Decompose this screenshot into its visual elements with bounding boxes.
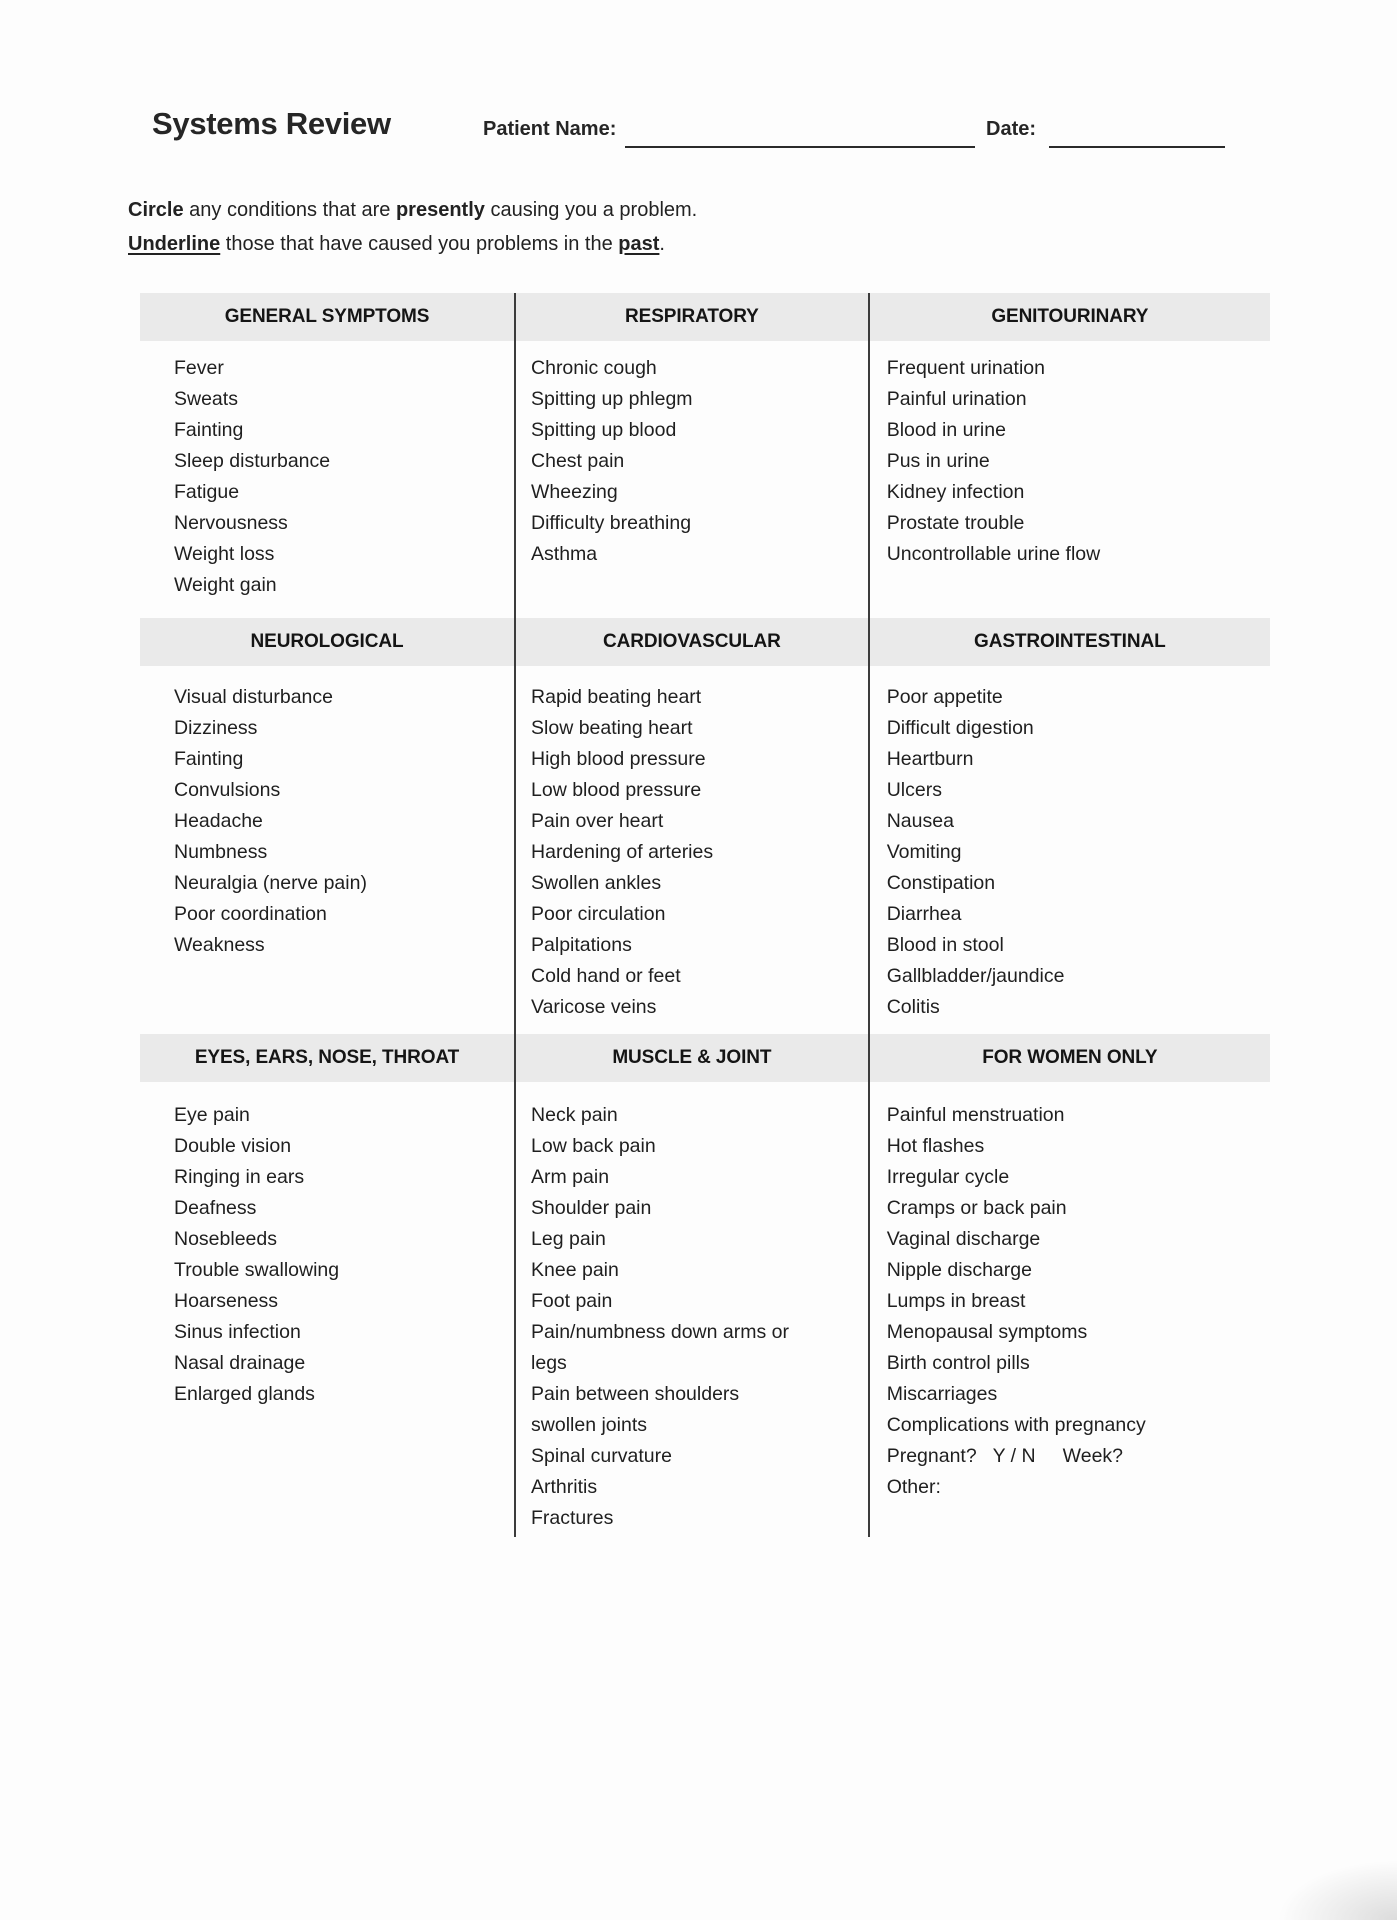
symptom-item: Other:: [886, 1476, 941, 1498]
section-title: MUSCLE & JOINT: [612, 1047, 772, 1068]
symptom-item: Wheezing: [531, 481, 618, 503]
symptom-item: swollen joints: [531, 1414, 647, 1436]
symptom-item: Complications with pregnancy: [886, 1414, 1146, 1436]
symptom-list-for-women-only: [868, 1082, 1270, 1537]
instruction-text: causing you a problem.: [484, 199, 698, 221]
symptom-item: Eye pain: [174, 1104, 250, 1126]
symptom-item: Sleep disturbance: [174, 450, 331, 472]
symptom-item: Fainting: [174, 748, 244, 770]
symptom-item: Convulsions: [174, 779, 281, 801]
symptom-item: Ringing in ears: [174, 1166, 305, 1188]
symptom-item: Enlarged glands: [174, 1383, 315, 1405]
section-title: EYES, EARS, NOSE, THROAT: [194, 1047, 460, 1068]
section-header-for-women-only: [868, 1034, 1270, 1082]
instruction-text: .: [659, 233, 665, 255]
symptom-item: Shoulder pain: [531, 1197, 652, 1219]
symptom-item: Miscarriages: [886, 1383, 998, 1405]
symptom-item: Cold hand or feet: [531, 965, 681, 987]
symptom-item: Heartburn: [886, 748, 974, 770]
symptom-item: Difficult digestion: [886, 717, 1034, 739]
symptom-item: Nervousness: [174, 512, 288, 534]
symptom-item: Sweats: [174, 388, 238, 410]
symptom-item: Swollen ankles: [531, 872, 662, 894]
symptom-item: Irregular cycle: [886, 1166, 1010, 1188]
symptom-item: Numbness: [174, 841, 268, 863]
form-header: [0, 0, 1397, 180]
symptom-item: Pus in urine: [886, 450, 990, 472]
symptom-item: Chest pain: [531, 450, 625, 472]
date-label: Date:: [986, 118, 1037, 140]
symptom-item: Neck pain: [531, 1104, 618, 1126]
symptom-item: High blood pressure: [531, 748, 706, 770]
symptom-item: Hoarseness: [174, 1290, 279, 1312]
symptom-item: Menopausal symptoms: [886, 1321, 1088, 1343]
symptom-item: Deafness: [174, 1197, 257, 1219]
presently-keyword: presently: [395, 199, 485, 221]
symptom-item: Pain between shoulders: [531, 1383, 740, 1405]
symptom-item: Knee pain: [531, 1259, 619, 1281]
circle-keyword: Circle: [128, 199, 184, 221]
systems-review-table: [140, 293, 1270, 1537]
symptom-item: Pain/numbness down arms or legs: [531, 1321, 795, 1374]
symptom-item: Spitting up phlegm: [531, 388, 693, 410]
symptom-item: Colitis: [886, 996, 940, 1018]
symptom-item: Lumps in breast: [886, 1290, 1026, 1312]
symptom-item: Foot pain: [531, 1290, 613, 1312]
symptom-list-general-symptoms: [140, 341, 514, 618]
symptom-item: Visual disturbance: [174, 686, 333, 708]
symptom-item: Poor circulation: [531, 903, 666, 925]
symptom-list-respiratory: [514, 341, 868, 618]
symptom-item: Sinus infection: [174, 1321, 301, 1343]
section-header-eyes-ears-nose-throat: [140, 1034, 514, 1082]
symptom-item: Fractures: [531, 1507, 614, 1529]
symptom-item: Poor coordination: [174, 903, 327, 925]
symptom-item: Kidney infection: [886, 481, 1025, 503]
symptom-item: Low blood pressure: [531, 779, 702, 801]
symptom-item: Vomiting: [886, 841, 962, 863]
symptom-item: Headache: [174, 810, 263, 832]
symptom-item: Arm pain: [531, 1166, 610, 1188]
symptom-item: Painful urination: [886, 388, 1027, 410]
symptom-item: Frequent urination: [886, 357, 1045, 379]
section-title: GENITOURINARY: [991, 306, 1149, 327]
symptom-list-eyes-ears-nose-throat: [140, 1082, 514, 1537]
symptom-list-cardiovascular: [514, 666, 868, 1034]
page-title: Systems Review: [152, 106, 391, 141]
symptom-item: Fatigue: [174, 481, 240, 503]
symptom-item: Neuralgia (nerve pain): [174, 872, 367, 894]
symptom-item: Difficulty breathing: [531, 512, 692, 534]
symptom-item: Blood in urine: [886, 419, 1006, 441]
section-header-neurological: [140, 618, 514, 666]
section-title: GENERAL SYMPTOMS: [224, 306, 430, 327]
symptom-item: Nipple discharge: [886, 1259, 1032, 1281]
symptom-item: Painful menstruation: [886, 1104, 1065, 1126]
symptom-item: Spinal curvature: [531, 1445, 672, 1467]
section-header-cardiovascular: [514, 618, 868, 666]
symptom-list-gastrointestinal: [868, 666, 1270, 1034]
symptom-item: Slow beating heart: [531, 717, 693, 739]
section-title: FOR WOMEN ONLY: [982, 1047, 1158, 1068]
symptom-item: Weight gain: [174, 574, 277, 596]
symptom-item: Nausea: [886, 810, 954, 832]
symptom-item: Leg pain: [531, 1228, 606, 1250]
symptom-item: Fainting: [174, 419, 244, 441]
patient-name-label: Patient Name:: [483, 118, 617, 140]
symptom-item: Double vision: [174, 1135, 292, 1157]
instruction-line-1: [128, 193, 697, 227]
instruction-text: those that have caused you problems in the: [220, 233, 619, 255]
symptom-item: Chronic cough: [531, 357, 657, 379]
underline-keyword: Underline: [128, 233, 221, 255]
symptom-item: Nasal drainage: [174, 1352, 306, 1374]
section-header-genitourinary: [868, 293, 1270, 341]
symptom-item: Low back pain: [531, 1135, 656, 1157]
symptom-list-genitourinary: [868, 341, 1270, 618]
symptom-item: Rapid beating heart: [531, 686, 702, 708]
section-title: GASTROINTESTINAL: [974, 631, 1166, 652]
symptom-item: Varicose veins: [531, 996, 657, 1018]
symptom-item: Blood in stool: [886, 934, 1004, 956]
symptom-item: Nosebleeds: [174, 1228, 277, 1250]
section-header-muscle-joint: [514, 1034, 868, 1082]
symptom-item: Vaginal discharge: [886, 1228, 1041, 1250]
symptom-item: Palpitations: [531, 934, 632, 956]
symptom-item: Gallbladder/jaundice: [886, 965, 1065, 987]
instruction-text: any conditions that are: [183, 199, 396, 221]
section-title: CARDIOVASCULAR: [603, 631, 781, 652]
symptom-item: Asthma: [531, 543, 598, 565]
section-title: RESPIRATORY: [625, 306, 759, 327]
symptom-item: Pregnant? Y / N Week?: [886, 1445, 1124, 1467]
symptom-item: Weakness: [174, 934, 265, 956]
symptom-item: Spitting up blood: [531, 419, 677, 441]
symptom-item: Prostate trouble: [886, 512, 1025, 534]
section-header-general-symptoms: [140, 293, 514, 341]
section-header-respiratory: [514, 293, 868, 341]
symptom-item: Pain over heart: [531, 810, 664, 832]
instruction-line-2: [128, 227, 697, 261]
symptom-item: Weight loss: [174, 543, 275, 565]
symptom-item: Diarrhea: [886, 903, 962, 925]
symptom-item: Ulcers: [886, 779, 942, 801]
symptom-item: Trouble swallowing: [174, 1259, 340, 1281]
symptom-item: Birth control pills: [886, 1352, 1030, 1374]
symptom-list-muscle-joint: [514, 1082, 868, 1537]
symptom-item: Fever: [174, 357, 224, 379]
patient-name-blank-line: [625, 146, 975, 148]
symptom-item: Uncontrollable urine flow: [886, 543, 1101, 565]
symptom-item: Hot flashes: [886, 1135, 985, 1157]
symptom-item: Poor appetite: [886, 686, 1003, 708]
scan-artifact-smudge: [1277, 1860, 1397, 1920]
symptom-list-neurological: [140, 666, 514, 1034]
section-title: NEUROLOGICAL: [250, 631, 404, 652]
date-blank-line: [1049, 146, 1225, 148]
symptom-item: Arthritis: [531, 1476, 598, 1498]
symptom-item: Hardening of arteries: [531, 841, 714, 863]
section-header-gastrointestinal: [868, 618, 1270, 666]
instructions: [128, 193, 697, 261]
past-keyword: past: [618, 233, 660, 255]
symptom-item: Cramps or back pain: [886, 1197, 1067, 1219]
symptom-item: Dizziness: [174, 717, 258, 739]
symptom-item: Constipation: [886, 872, 996, 894]
